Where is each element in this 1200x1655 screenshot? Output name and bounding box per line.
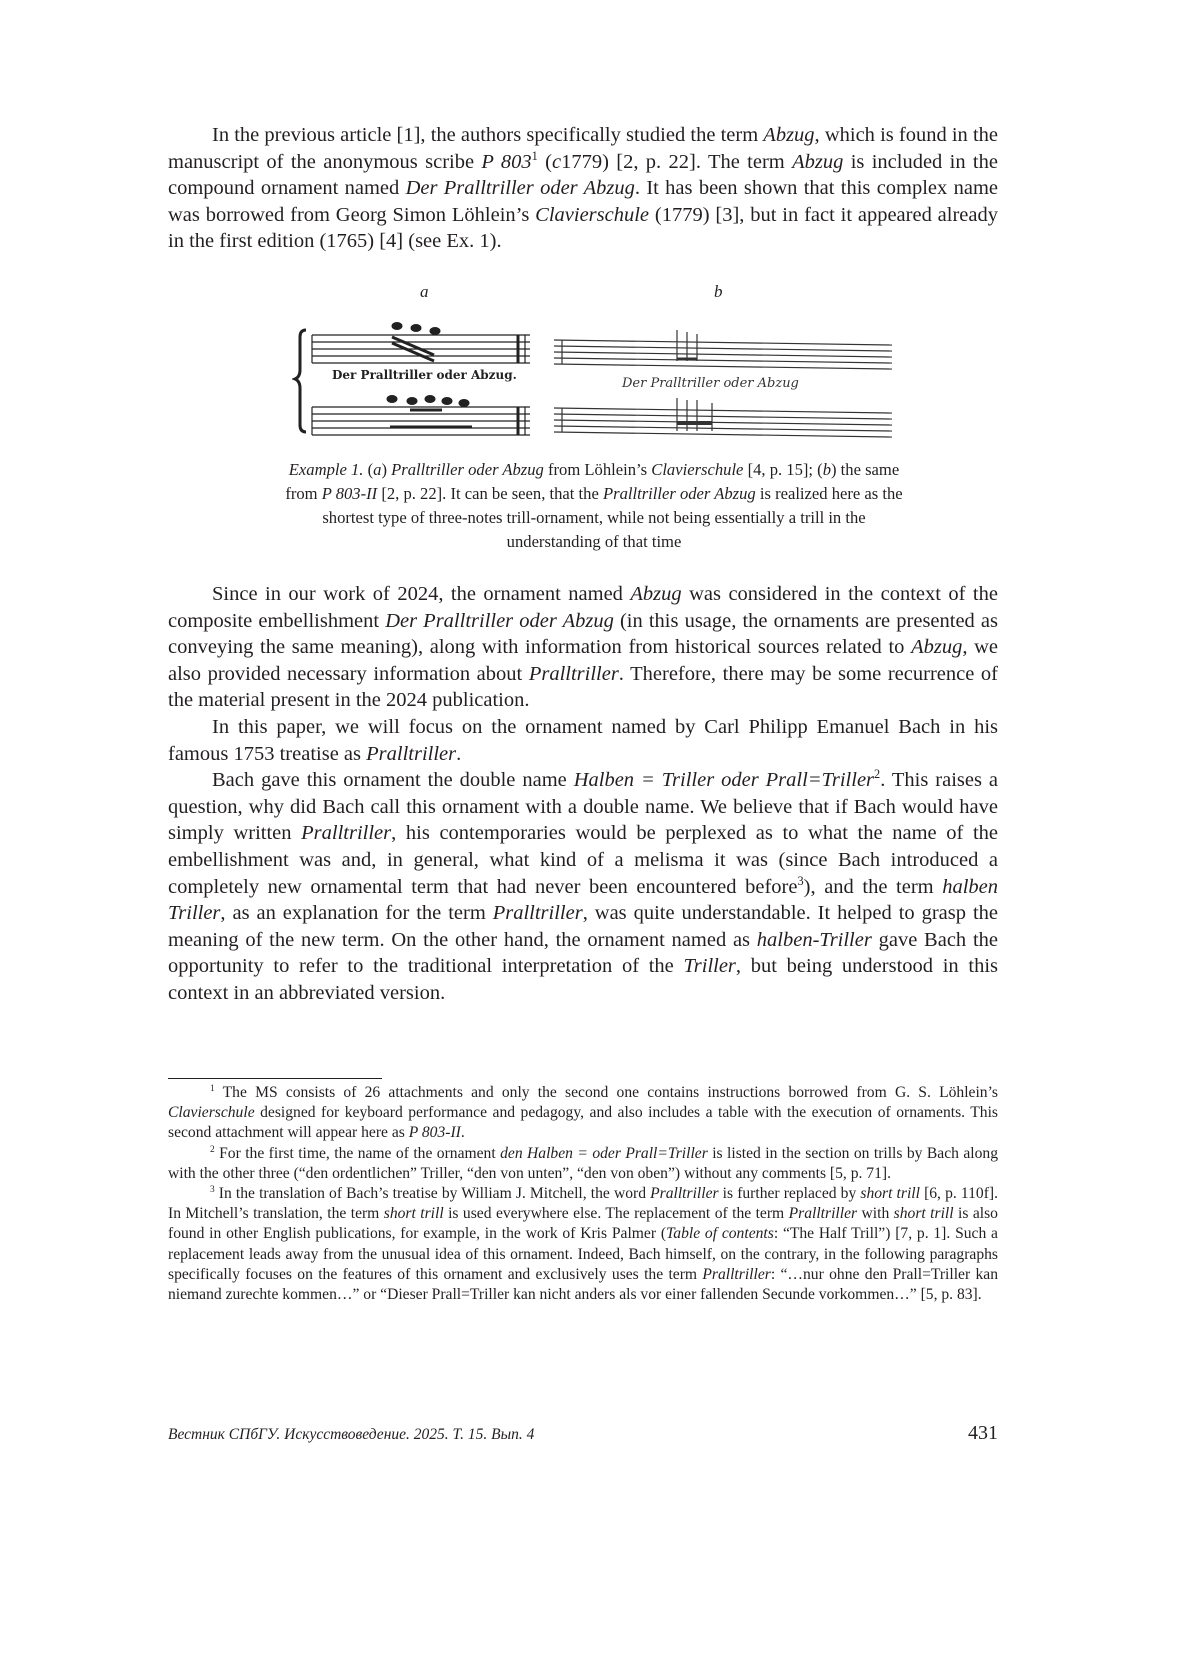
text-run: ( xyxy=(363,460,374,479)
text-run: Table of contents xyxy=(666,1225,774,1243)
score-a xyxy=(295,323,530,436)
text-run: P 803-II xyxy=(408,1124,461,1142)
score-a-caption: Der Pralltriller oder Abzug. xyxy=(332,368,517,382)
text-run: , but being understood in this context in an abbreviated version. xyxy=(168,955,999,1004)
text-run: Triller xyxy=(683,955,736,978)
footnote-divider xyxy=(168,1078,382,1079)
footnote-ref: 3 xyxy=(210,1184,215,1195)
text-run: designed for keyboard performance and pedagogy, and also includes a table with the execution of ornaments. This second attachment will appear here as xyxy=(168,1104,998,1142)
text-run: [4, p. 15]; ( xyxy=(743,460,823,479)
text-run: Abzug xyxy=(630,583,682,605)
main-text xyxy=(168,581,998,1007)
text-run: is further replaced by xyxy=(718,1185,861,1203)
text-run: . This raises a question, why did Bach call this ornament with a double name. We believe that if Bach would have simply written xyxy=(168,769,998,845)
score-b xyxy=(554,330,892,437)
text-run: (in this usage, the ornaments are presented as conveying the same meaning), along with information from historical sources related to xyxy=(168,609,998,659)
text-run: Example 1. xyxy=(288,460,364,479)
text-run: 1779) [2, p. 22]. The term xyxy=(561,150,793,173)
text-run: Clavierschule xyxy=(535,203,650,226)
text-run: . Therefore, there may be some recurrence of the material present in the 2024 publication. xyxy=(168,662,998,712)
text-run: is included in the compound ornament named xyxy=(168,150,998,200)
text-run: Pralltriller oder Abzug xyxy=(391,460,544,479)
text-run: ( xyxy=(537,150,552,173)
text-run: Pralltriller oder Abzug xyxy=(602,484,756,503)
text-run: , his contemporaries would be perplexed as to what the name of the embellishment was and, in general, what kind of a melisma it was (since Bach introduced a completely new ornamental term that had never been encountered before xyxy=(168,822,998,898)
paragraph xyxy=(168,767,998,1006)
text-run: is used everywhere else. The replacement of the term xyxy=(443,1205,789,1223)
text-run: In this paper, we will focus on the ornament named by Carl Philipp Emanuel Bach in his famous 1753 treatise as xyxy=(168,715,998,765)
text-run: Pralltriller xyxy=(492,902,583,925)
text-run: P 803-II xyxy=(321,484,378,503)
text-run: : “…nur ohne den Prall=Triller kan niemand zurechte kommen…” or “Dieser Prall=Triller kan nicht anders als vor einer fallenden Secunde vorkommen…” [5, p. 83]. xyxy=(168,1265,998,1304)
journal-title: Вестник СПбГУ. Искусствоведение. 2025. Т. 15. Вып. 4 xyxy=(168,1426,535,1443)
text-run: P 803 xyxy=(481,150,532,173)
text-run: In the translation of Bach’s treatise by William J. Mitchell, the word xyxy=(214,1185,651,1203)
footnote-ref: 3 xyxy=(797,873,804,888)
text-run: ) the same from xyxy=(285,460,900,503)
text-run: den Halben = oder Prall=Triller xyxy=(500,1144,708,1162)
text-run: c xyxy=(551,150,562,173)
paragraph xyxy=(168,714,998,767)
text-run: b xyxy=(822,460,831,479)
page-number: 431 xyxy=(968,1422,998,1444)
paragraph xyxy=(168,122,998,255)
text-run: [6, p. 110f]. In Mitchell’s translation, the term xyxy=(168,1185,998,1223)
paragraph xyxy=(168,581,998,714)
music-example-figure xyxy=(292,315,892,445)
footnote-ref: 2 xyxy=(874,767,881,782)
text-run: is listed in the section on trills by Bach along with the other three (“den ordentlichen” Triller, “den von unten”, “den von oben”) without any comments [5, p. 71]. xyxy=(168,1144,998,1182)
text-run: , we also provided necessary information about xyxy=(168,636,998,685)
text-run: Abzug xyxy=(911,636,963,659)
text-run: Der Pralltriller oder Abzug xyxy=(385,609,614,632)
figure-label-b: b xyxy=(714,282,723,301)
figure-caption xyxy=(280,458,908,554)
text-run: Pralltriller xyxy=(528,662,619,685)
footnotes xyxy=(168,1083,998,1305)
text-run: Pralltriller xyxy=(702,1265,771,1283)
text-run: short trill xyxy=(893,1205,954,1223)
text-run: Bach gave this ornament the double name xyxy=(212,769,574,792)
text-run: a xyxy=(373,460,382,479)
text-run: was considered in the context of the composite embellishment xyxy=(168,583,998,632)
text-run: halben Triller xyxy=(168,875,998,925)
text-run: Clavierschule xyxy=(168,1104,255,1122)
score-b-caption: Der Pralltriller oder Abzug xyxy=(622,376,799,391)
text-run: , as an explanation for the term xyxy=(220,902,493,925)
text-run: Abzug xyxy=(763,124,815,146)
text-run: Pralltriller xyxy=(788,1205,858,1223)
text-run: (1779) [3], but in fact it appeared already in the first edition (1765) [4] (see Ex. 1). xyxy=(168,203,998,253)
text-run: is realized here as the shortest type of three-notes trill-ornament, while not being essentially a trill in the understanding of that time xyxy=(322,484,903,551)
text-run: ), and the term xyxy=(803,875,943,898)
text-run: Pralltriller xyxy=(650,1185,719,1203)
text-run: . xyxy=(456,742,462,765)
text-run: Clavierschule xyxy=(651,460,744,479)
figure-label-a: a xyxy=(420,282,429,301)
text-run: In the previous article [1], the authors specifically studied the term xyxy=(212,124,764,146)
footnote-ref: 2 xyxy=(210,1144,215,1155)
text-run: , was quite understandable. It helped to grasp the meaning of the new term. On the other hand, the ornament named as xyxy=(168,902,998,951)
footnote-2 xyxy=(168,1144,998,1184)
text-run: Der Pralltriller oder Abzug xyxy=(405,177,635,200)
text-run: Abzug xyxy=(792,150,844,173)
text-run: halben-Triller xyxy=(756,928,872,951)
text-run: is also found in other English publications, for example, in the work of Kris Palmer ( xyxy=(168,1205,998,1243)
text-run: : “The Half Trill”) [7, p. 1]. Such a replacement leads away from the unusual idea of this ornament. Indeed, Bach himself, on the contrary, in the following paragraphs specifically focuses on the features of this ornament and exclusively uses the term xyxy=(168,1225,998,1283)
text-run: gave Bach the opportunity to refer to the traditional interpretation of the xyxy=(168,928,998,978)
text-run: Halben = Triller oder Prall=Triller xyxy=(573,769,875,792)
text-run: with xyxy=(857,1205,894,1223)
text-run: , which is found in the manuscript of the anonymous scribe xyxy=(168,124,998,173)
footnote-3 xyxy=(168,1184,998,1305)
intro-section xyxy=(168,122,998,255)
text-run: Pralltriller xyxy=(301,822,392,845)
text-run: For the first time, the name of the ornament xyxy=(214,1144,501,1162)
footnote-ref: 1 xyxy=(210,1083,215,1094)
text-run: from Löhlein’s xyxy=(543,460,652,479)
text-run: The MS consists of 26 attachments and only the second one contains instructions borrowed from G. S. Löhlein’s xyxy=(214,1084,998,1101)
text-run: short trill xyxy=(860,1185,920,1203)
text-run: ) xyxy=(381,460,392,479)
footnote-ref: 1 xyxy=(531,148,538,163)
text-run: . xyxy=(460,1124,465,1142)
text-run: Since in our work of 2024, the ornament named xyxy=(212,583,631,605)
text-run: [2, p. 22]. It can be seen, that the xyxy=(377,484,603,503)
text-run: short trill xyxy=(383,1205,444,1223)
footnote-1 xyxy=(168,1083,998,1144)
text-run: . It has been shown that this complex name was borrowed from Georg Simon Löhlein’s xyxy=(168,177,999,226)
text-run: Pralltriller xyxy=(366,742,457,765)
